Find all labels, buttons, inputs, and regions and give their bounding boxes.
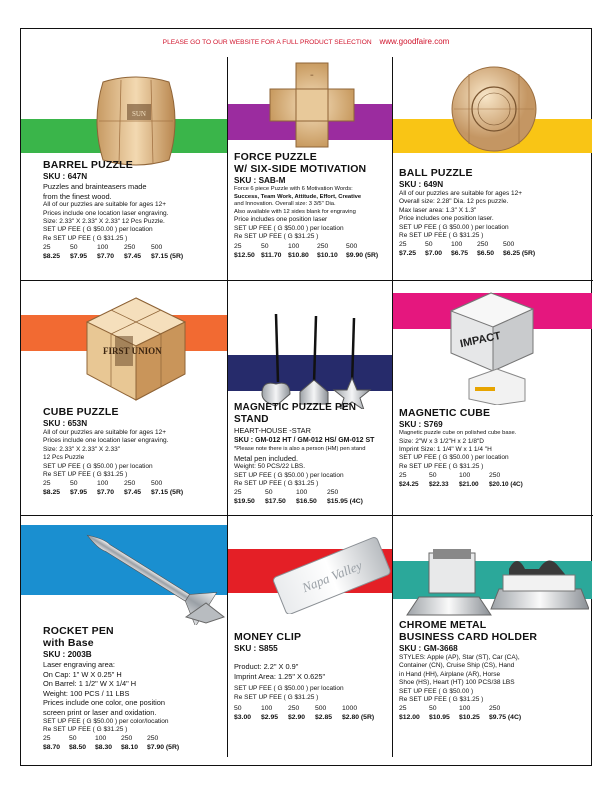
price: $21.00 (459, 481, 479, 489)
ball-puzzle-card (399, 167, 589, 258)
catalog-page (20, 28, 592, 766)
desc-line: Imprint Size: 1 1/4" W x 1 1/4 "H (399, 446, 492, 453)
desc-line: All of our puzzles are suitable for ages 12+ (43, 429, 167, 436)
desc-line: Price includes one position laser. (399, 215, 494, 223)
qty: 500 (346, 242, 358, 250)
product-title: MONEY CLIP (234, 631, 302, 643)
price: $6.50 (477, 250, 495, 258)
qty: 100 (459, 472, 471, 480)
desc-line: SET UP FEE ( G $50.00 ) per location (234, 685, 344, 693)
qty: 25 (399, 241, 407, 249)
price: $15.95 (4C) (327, 498, 363, 506)
qty: 100 (451, 241, 463, 249)
qty: 100 (459, 705, 471, 713)
price: $16.50 (296, 498, 317, 506)
desc-line: Laser engraving area: (43, 660, 115, 669)
qty: 500 (151, 244, 163, 252)
qty: 50 (70, 244, 78, 252)
qty: 25 (399, 705, 407, 713)
qty: 50 (261, 242, 269, 250)
engraving-union: FIRST UNION (103, 346, 162, 356)
quantity-row (43, 243, 223, 252)
column-divider (392, 57, 393, 757)
price: $7.90 (5R) (147, 744, 180, 752)
desc-note: *Please note there is also a person (HM) pen stand (234, 446, 366, 452)
desc-line: SET UP FEE ( G $50.00 ) per location (43, 226, 153, 234)
product-title: BALL PUZZLE (399, 167, 473, 179)
desc-line: in Hand (HH), Airplane (AR), Horse (399, 670, 501, 678)
price: $11.70 (261, 251, 282, 259)
qty: 100 (261, 705, 273, 712)
product-sku: SKU : 647N (43, 172, 88, 181)
desc-line: SET UP FEE ( G $50.00 ) (399, 687, 474, 695)
desc-line: On Barrel: 1 1/2" W X 1/4" H (43, 679, 137, 689)
product-title-2: with Base (43, 637, 94, 649)
desc-line: SET UP FEE ( G $50.00 ) per location (234, 224, 344, 232)
product-title: ROCKET PEN (43, 625, 114, 637)
price: $7.45 (124, 489, 142, 497)
price-row (234, 251, 390, 260)
header-notice (21, 37, 591, 46)
qty: 250 (317, 242, 329, 250)
price: $24.25 (399, 481, 419, 489)
money-clip-image (271, 534, 391, 614)
quantity-row (399, 240, 589, 249)
desc-line: Success, Team Work, Attitude, Effort, Creative (234, 193, 362, 200)
desc-line: STYLES: Apple (AP), Star (ST), Car (CA), (399, 654, 520, 661)
desc-line: Re SET UP FEE ( G $31.25 ) (234, 233, 319, 241)
desc-line: Magnetic puzzle cube on polished cube base. (399, 430, 517, 436)
product-sku: SKU : SAB-M (234, 176, 286, 185)
price: $7.45 (124, 253, 142, 261)
desc-line: All of our puzzles are suitable for ages 12+ (43, 201, 167, 209)
desc-line: Size: 2.33" X 2.33" X 2.33" 12 Pcs Puzzle. (43, 218, 165, 225)
price-row (43, 743, 225, 752)
desc-line: Re SET UP FEE ( G $31.25 ) (234, 480, 319, 487)
desc-line: Size: 2.33" X 2.33" X 2.33" (43, 445, 121, 453)
desc-line: Re SET UP FEE ( G $31.25 ) (43, 725, 128, 733)
qty: 25 (234, 242, 242, 250)
qty: 50 (234, 705, 242, 712)
desc-line: Force 6 piece Puzzle with 6 Motivation Words: (234, 186, 353, 192)
desc-line: 12 Pcs Puzzle (43, 454, 85, 462)
desc-line: Imprint Area: 1.25" X 0.625" (234, 671, 326, 681)
product-sku: SKU : GM-012 HT / GM-012 HS/ GM-012 ST (234, 437, 375, 444)
desc-line: Size: 2"W x 3 1/2"H x 2 1/8"D (399, 437, 484, 445)
magnetic-cube-image (441, 287, 546, 405)
column-divider (227, 57, 228, 757)
price: $8.25 (43, 489, 61, 497)
card-holder-card (399, 619, 589, 722)
price: $7.00 (425, 250, 443, 258)
qty: 25 (234, 489, 242, 497)
price: $7.95 (70, 489, 88, 497)
qty: 250 (327, 489, 339, 497)
qty: 25 (43, 735, 51, 743)
price: $7.95 (70, 253, 88, 261)
notice-text: PLEASE GO TO OUR WEBSITE FOR A FULL PRODUCT SELECTION (162, 39, 372, 46)
price-row (234, 713, 391, 722)
price-row (399, 249, 589, 258)
qty: 250 (288, 705, 300, 712)
qty: 100 (95, 735, 107, 743)
price: $2.95 (261, 714, 279, 721)
price: $10.10 (317, 251, 338, 259)
qty: 25 (43, 480, 51, 488)
price-row (43, 252, 223, 261)
qty: 25 (43, 244, 51, 252)
desc-line: All of our puzzles are suitable for ages 12+ (399, 190, 523, 197)
rocket-pen-card (43, 625, 225, 752)
qty: 250 (124, 480, 136, 488)
qty: 250 (147, 735, 159, 743)
quantity-row (234, 242, 390, 251)
product-sku: SKU : S855 (234, 644, 278, 653)
product-title-2: W/ SIX-SIDE MOTIVATION (234, 163, 367, 175)
price-row (234, 497, 391, 506)
qty: 25 (399, 472, 407, 480)
price: $2.90 (288, 714, 306, 721)
website-link[interactable]: www.goodfaire.com (379, 37, 450, 46)
money-clip-card (234, 631, 391, 722)
cube-puzzle-card (43, 406, 225, 497)
desc-line: Re SET UP FEE ( G $31.25 ) (399, 696, 484, 704)
desc-line: SET UP FEE ( G $50.00 ) per color/location (43, 717, 169, 725)
price: $8.50 (69, 744, 87, 752)
desc-line: Price includes one position laser (234, 216, 328, 224)
qty: 50 (429, 705, 437, 713)
qty: 50 (70, 480, 78, 488)
desc-line: and Innovation. Overall size: 3 3/5" Dia. (234, 201, 336, 208)
desc-line: Re SET UP FEE ( G $31.25 ) (43, 234, 128, 242)
product-sku: SKU : 653N (43, 419, 88, 428)
barrel-puzzle-image (91, 74, 181, 169)
desc-line: SET UP FEE ( G $50.00 ) per location (234, 471, 344, 479)
pen-stand-card (234, 402, 391, 506)
price-row (399, 713, 589, 722)
desc-line: On Cap: 1" W X 0.25" H (43, 669, 122, 679)
qty: 100 (296, 489, 308, 497)
desc-line: Prices include one color, one position (43, 698, 166, 708)
card-holder-image (399, 539, 589, 621)
force-puzzle-image (266, 59, 358, 151)
engraving-impact: IMPACT (459, 329, 503, 351)
price: $10.25 (459, 714, 480, 722)
cube-puzzle-image (81, 294, 191, 404)
qty: 250 (121, 735, 133, 743)
row-divider (21, 280, 593, 281)
price-row (399, 480, 589, 489)
price: $6.75 (451, 250, 469, 258)
qty: 50 (425, 241, 433, 249)
product-title-2: BUSINESS CARD HOLDER (399, 631, 538, 643)
desc-line: Re SET UP FEE ( G $31.25 ) (399, 462, 484, 470)
quantity-row (234, 488, 391, 497)
desc-line: Container (CN), Cruise Ship (CS), Hand (399, 662, 515, 670)
price: $7.15 (5R) (151, 253, 184, 261)
desc-line: from the finest wood. (43, 191, 112, 201)
desc-line: Weight: 50 PCS/22 LBS. (234, 463, 306, 471)
desc-line: Re SET UP FEE ( G $31.25 ) (399, 232, 484, 240)
row-divider (21, 515, 593, 516)
desc-line: Prices include one location laser engraving. (43, 209, 169, 217)
desc-line: Product: 2.2" X 0.9" (234, 662, 299, 671)
price: $9.90 (5R) (346, 251, 379, 259)
qty: 250 (489, 472, 501, 480)
engraving-napa: Napa Valley (299, 557, 365, 596)
qty: 1000 (342, 705, 358, 712)
price: $19.50 (234, 498, 255, 506)
product-sku: SKU : 2003B (43, 650, 92, 659)
price: $10.80 (288, 251, 309, 259)
barrel-puzzle-card (43, 159, 223, 261)
product-subtitle: HEART-HOUSE -STAR (234, 426, 311, 435)
price: $10.95 (429, 714, 450, 722)
qty: 100 (97, 244, 109, 252)
price: $7.25 (399, 250, 417, 258)
quantity-row (234, 704, 391, 713)
magnetic-cube-card (399, 407, 589, 489)
qty: 100 (97, 480, 109, 488)
qty: 100 (288, 242, 300, 250)
product-title: CHROME METAL (399, 619, 487, 631)
desc-line: Re SET UP FEE ( G $31.25 ) (43, 471, 128, 479)
product-sku: SKU : S769 (399, 420, 443, 429)
price: $12.00 (399, 714, 420, 722)
price: $8.70 (43, 744, 61, 752)
price: $3.00 (234, 714, 252, 721)
qty: 250 (489, 705, 501, 713)
desc-line: Re SET UP FEE ( G $31.25 ) (234, 693, 319, 701)
desc-line: SET UP FEE ( G $50.00 ) per location (399, 223, 509, 231)
qty: 250 (124, 244, 136, 252)
price: $7.70 (97, 253, 115, 261)
svg-text:≡: ≡ (310, 73, 314, 79)
engraving-sun: SUN (131, 110, 147, 118)
force-puzzle-card (234, 151, 390, 260)
product-sku: SKU : 649N (399, 180, 444, 189)
desc-line: Max laser area: 1.3" X 1.3" (399, 206, 477, 214)
price: $9.75 (4C) (489, 714, 522, 722)
price-row (43, 488, 225, 497)
product-title: BARREL PUZZLE (43, 159, 133, 171)
price: $2.80 (5R) (342, 714, 375, 721)
qty: 500 (151, 480, 163, 488)
price: $22.33 (429, 481, 449, 489)
desc-line: SET UP FEE ( G $50.00 ) per location (399, 454, 509, 462)
product-sku: SKU : GM-3668 (399, 644, 458, 653)
rocket-pen-image (76, 525, 226, 625)
qty: 50 (429, 472, 437, 480)
qty: 500 (315, 705, 327, 712)
desc-line: Weight: 100 PCS / 11 LBS (43, 688, 130, 698)
price: $8.25 (43, 253, 61, 261)
quantity-row (399, 471, 589, 480)
qty: 50 (69, 735, 77, 743)
product-title: MAGNETIC PUZZLE PEN STAND (234, 402, 357, 425)
price: $17.50 (265, 498, 286, 506)
price: $7.70 (97, 489, 115, 497)
price: $2.85 (315, 714, 333, 721)
price: $12.50 (234, 251, 255, 259)
price: $6.25 (5R) (503, 250, 536, 258)
desc-line: Puzzles and brainteasers made (43, 182, 147, 191)
pen-stand-image (236, 314, 386, 409)
desc-line: Overall size: 2.28" Dia. 12 pcs puzzle. (399, 198, 509, 206)
quantity-row (43, 734, 225, 743)
quantity-row (399, 704, 589, 713)
qty: 250 (477, 241, 489, 249)
price: $20.10 (4C) (489, 481, 523, 489)
ball-puzzle-image (449, 64, 539, 154)
qty: 500 (503, 241, 515, 249)
desc-line: Prices include one location laser engraving. (43, 437, 169, 445)
desc-line: SET UP FEE ( G $50.00 ) per location (43, 462, 153, 470)
desc-line: Metal pen included. (234, 453, 299, 463)
price: $7.15 (5R) (151, 489, 184, 497)
qty: 50 (265, 489, 273, 497)
desc-line: Shoe (HS), Heart (HT) 100 PCS/38 LBS (399, 679, 515, 687)
desc-line: screen print or laser and oxidation. (43, 707, 157, 717)
desc-line: Also available with 12 sides blank for engraving (234, 208, 356, 215)
quantity-row (43, 479, 225, 488)
product-title: CUBE PUZZLE (43, 406, 119, 418)
price: $8.10 (121, 744, 139, 752)
product-title: MAGNETIC CUBE (399, 407, 491, 419)
product-title: FORCE PUZZLE (234, 151, 317, 163)
price: $8.30 (95, 744, 113, 752)
